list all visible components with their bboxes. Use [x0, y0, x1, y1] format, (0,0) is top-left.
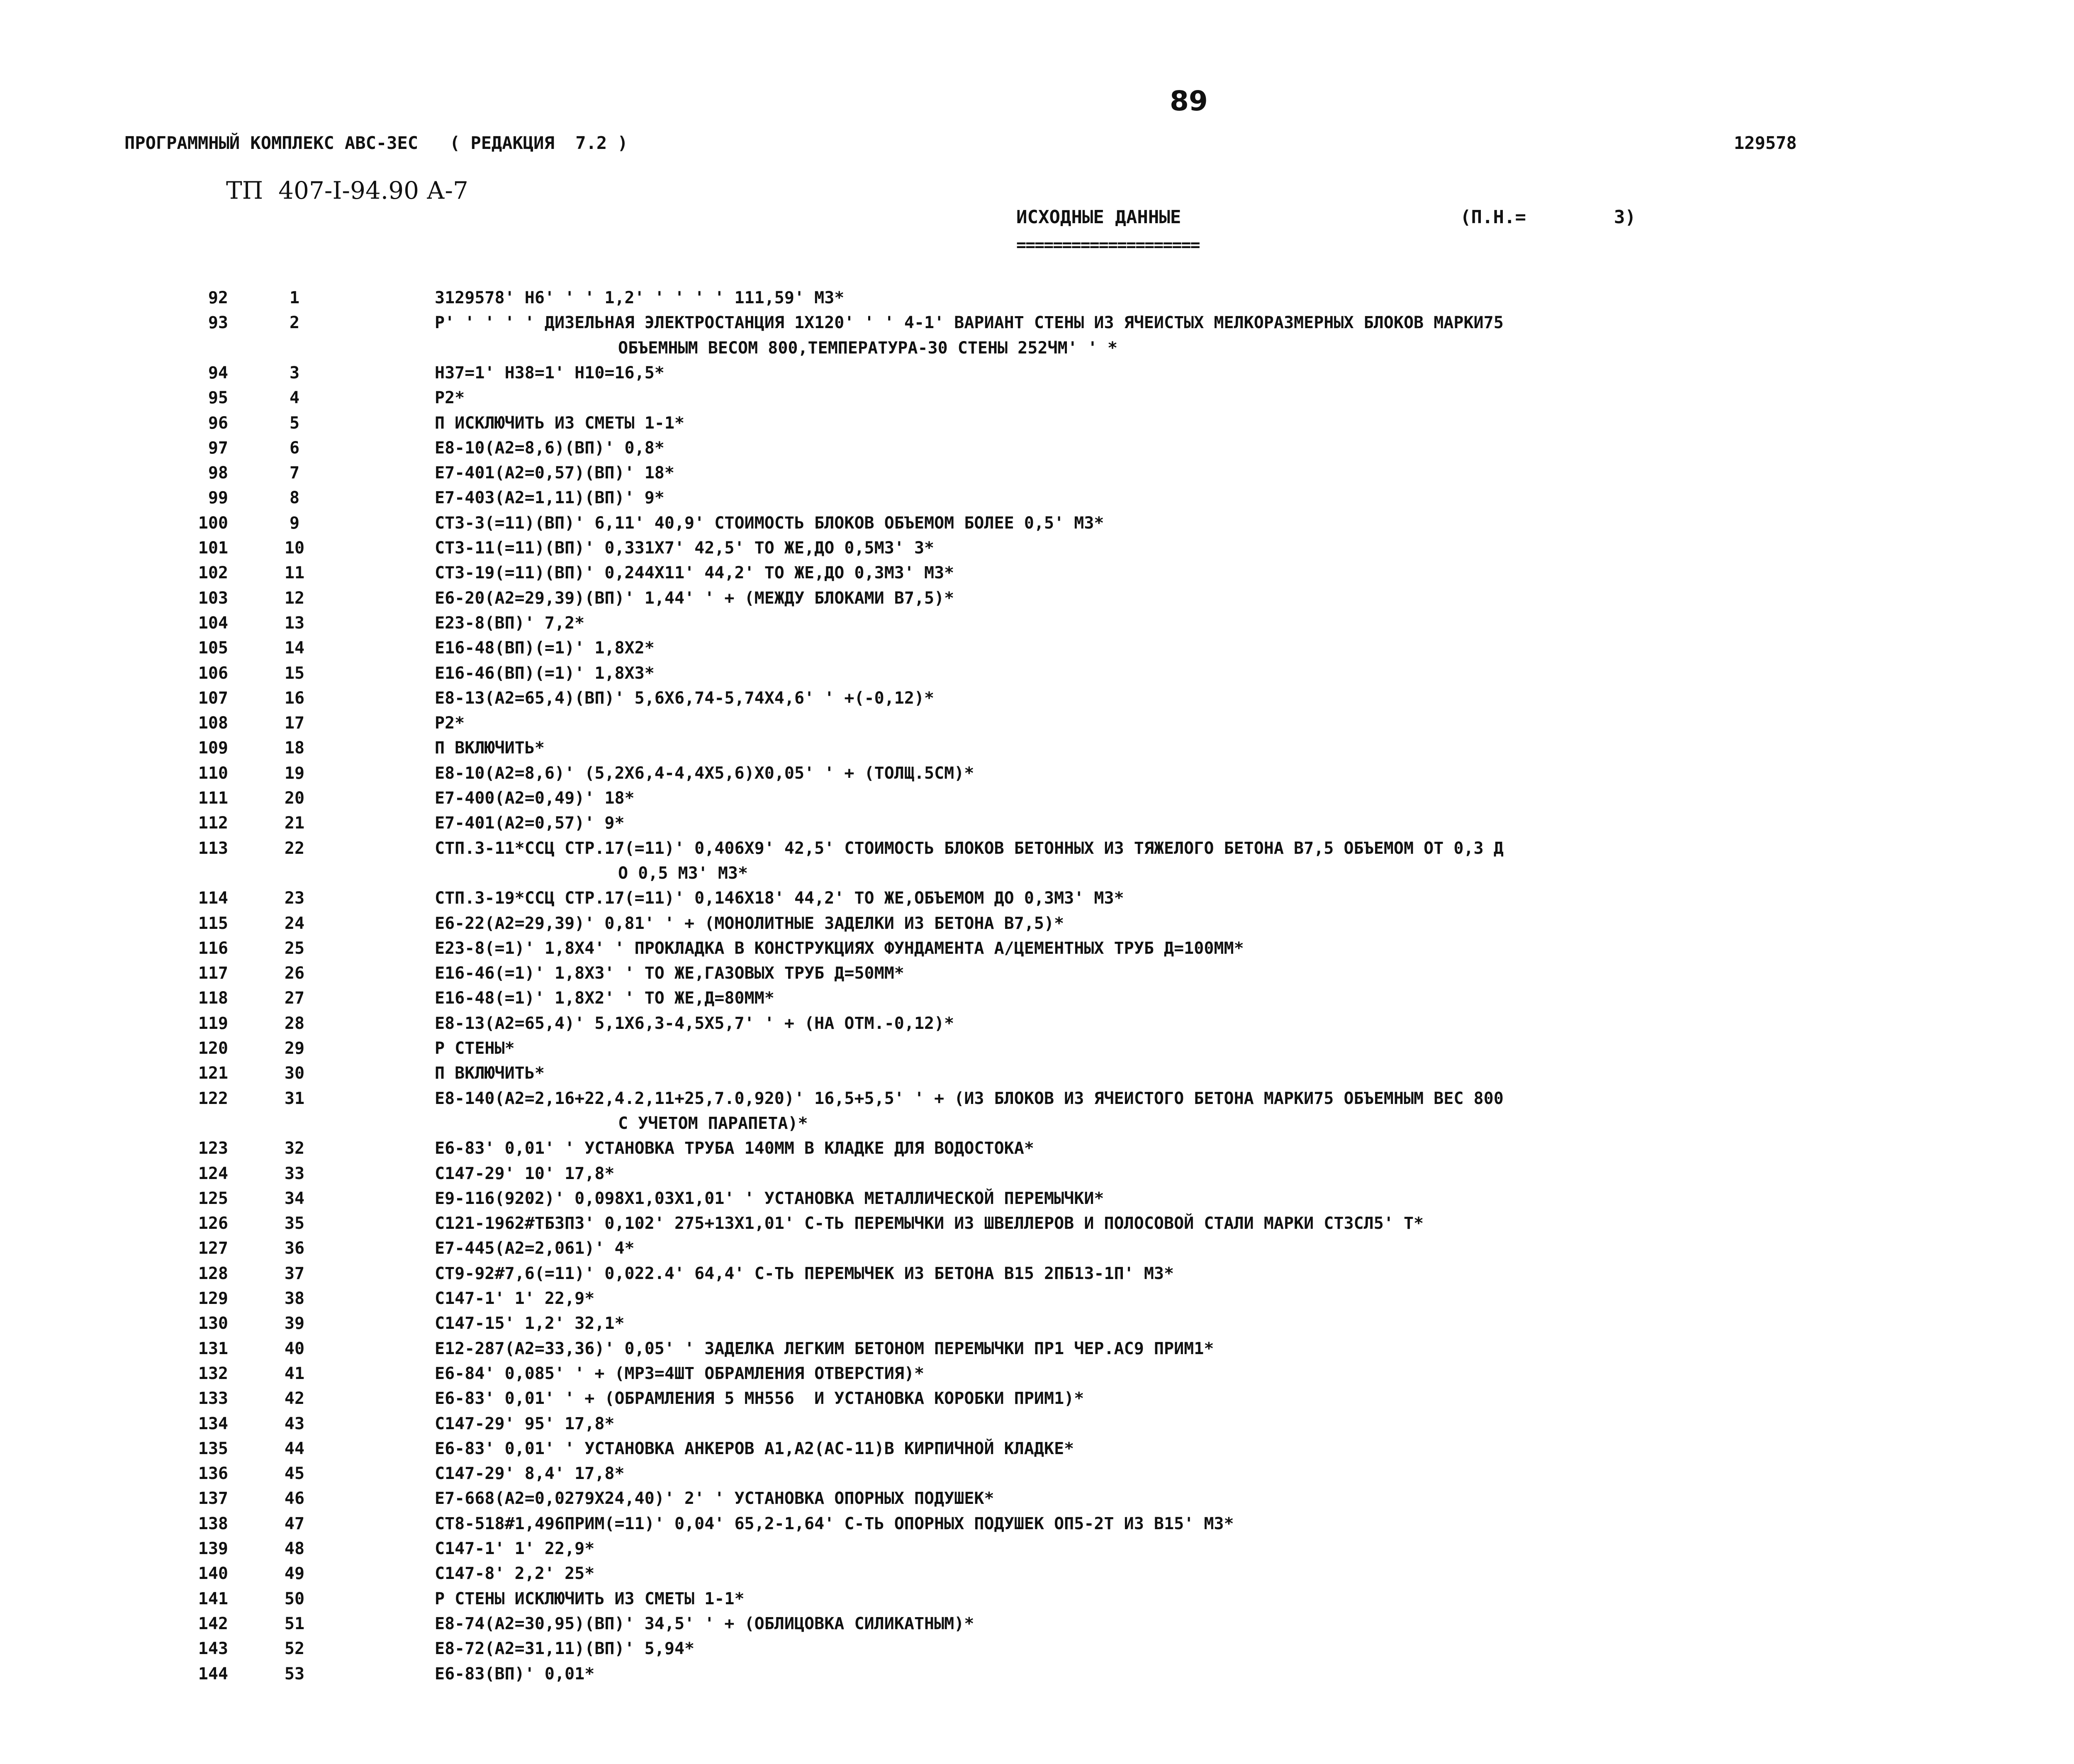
listing-line-number: 110 — [198, 763, 228, 783]
listing-line-number: 95 — [208, 388, 228, 408]
listing-statement-number: 29 — [284, 1039, 305, 1058]
listing-line-number: 137 — [198, 1489, 228, 1508]
listing-statement-text: Р2* — [435, 388, 465, 408]
listing-line-number: 111 — [198, 789, 228, 808]
listing-statement-text: Е6-83' 0,01' ' УСТАНОВКА ТРУБА 140ММ В КЛАДКЕ ДЛЯ ВОДОСТОКА* — [435, 1139, 1034, 1158]
listing-statement-text: Е7-403(А2=1,11)(ВП)' 9* — [435, 488, 665, 508]
listing-statement-number: 18 — [284, 738, 305, 758]
listing-statement-text: Е16-46(=1)' 1,8Х3' ' ТО ЖЕ,ГАЗОВЫХ ТРУБ Д=50ММ* — [435, 964, 904, 983]
listing-statement-number: 41 — [284, 1364, 305, 1383]
listing-line-number: 100 — [198, 513, 228, 533]
listing-statement-text: Е16-48(ВП)(=1)' 1,8Х2* — [435, 638, 655, 658]
listing-statement-text: Р2* — [435, 714, 465, 733]
listing-statement-text: СТ3-11(=11)(ВП)' 0,331Х7' 42,5' ТО ЖЕ,ДО 0,5М3' 3* — [435, 538, 935, 558]
listing-statement-number: 9 — [289, 513, 300, 533]
listing-statement-text: Е6-83' 0,01' ' УСТАНОВКА АНКЕРОВ А1,А2(АС-11)В КИРПИЧНОЙ КЛАДКЕ* — [435, 1439, 1074, 1458]
listing-statement-text: С147-1' 1' 22,9* — [435, 1539, 595, 1558]
listing-statement-number: 50 — [284, 1589, 305, 1608]
listing-line-number: 134 — [198, 1414, 228, 1433]
listing-statement-number: 16 — [284, 688, 305, 708]
listing-statement-number: 6 — [289, 438, 300, 458]
listing-line-number: 102 — [198, 563, 228, 583]
listing-statement-number: 47 — [284, 1514, 305, 1533]
listing-statement-number: 40 — [284, 1339, 305, 1358]
listing-statement-number: 12 — [284, 588, 305, 608]
listing-statement-number: 32 — [284, 1139, 305, 1158]
listing-statement-text: С147-29' 10' 17,8* — [435, 1164, 615, 1183]
listing-statement-text: Е23-8(=1)' 1,8Х4' ' ПРОКЛАДКА В КОНСТРУКЦИЯХ ФУНДАМЕНТА А/ЦЕМЕНТНЫХ ТРУБ Д=100ММ* — [435, 938, 1244, 958]
listing-line-number: 113 — [198, 838, 228, 858]
listing-statement-number: 2 — [289, 313, 300, 333]
listing-line-number: 122 — [198, 1089, 228, 1108]
listing-statement-number: 11 — [284, 563, 305, 583]
listing-statement-text: Р СТЕНЫ* — [435, 1039, 515, 1058]
listing-statement-text: Е8-13(А2=65,4)' 5,1Х6,3-4,5Х5,7' ' + (НА ОТМ.-0,12)* — [435, 1014, 954, 1033]
listing-line-number: 112 — [198, 814, 228, 833]
listing-statement-text: С147-29' 8,4' 17,8* — [435, 1464, 625, 1484]
listing-line-number: 92 — [208, 288, 228, 307]
listing-statement-number: 7 — [289, 463, 300, 483]
listing-statement-text: Р СТЕНЫ ИСКЛЮЧИТЬ ИЗ СМЕТЫ 1-1* — [435, 1589, 745, 1608]
listing-statement-text: Н37=1' Н38=1' Н10=16,5* — [435, 363, 665, 383]
listing-statement-text: Е8-10(А2=8,6)' (5,2Х6,4-4,4Х5,6)Х0,05' ' + (ТОЛЩ.5СМ)* — [435, 763, 974, 783]
listing-statement-text: П ВКЛЮЧИТЬ* — [435, 1064, 545, 1083]
listing-line-number: 123 — [198, 1139, 228, 1158]
listing-statement-continuation: ОБЪЕМНЫМ ВЕСОМ 800,ТЕМПЕРАТУРА-30 СТЕНЫ 252ЧМ' ' * — [618, 338, 1118, 358]
listing-statement-text: Е16-46(ВП)(=1)' 1,8Х3* — [435, 663, 655, 683]
listing-statement-number: 52 — [284, 1639, 305, 1659]
listing-statement-number: 24 — [284, 914, 305, 933]
listing-line-number: 109 — [198, 738, 228, 758]
listing-statement-number: 14 — [284, 638, 305, 658]
listing-statement-number: 20 — [284, 789, 305, 808]
listing-statement-number: 26 — [284, 964, 305, 983]
listing-line-number: 135 — [198, 1439, 228, 1458]
listing-statement-number: 37 — [284, 1264, 305, 1283]
listing-line-number: 133 — [198, 1389, 228, 1408]
section-title: ИСХОДНЫЕ ДАННЫЕ — [1016, 207, 1181, 228]
listing-line-number: 128 — [198, 1264, 228, 1283]
listing-statement-text: Е8-13(А2=65,4)(ВП)' 5,6Х6,74-5,74Х4,6' ' +(-0,12)* — [435, 688, 935, 708]
listing-statement-text: Е7-668(А2=0,0279Х24,40)' 2' ' УСТАНОВКА ОПОРНЫХ ПОДУШЕК* — [435, 1489, 994, 1508]
listing-statement-text: С121-1962#ТБ3П3' 0,102' 275+13Х1,01' С-ТЬ ПЕРЕМЫЧКИ ИЗ ШВЕЛЛЕРОВ И ПОЛОСОВОЙ СТАЛИ МАРКИ СТ3СЛ5' Т* — [435, 1214, 1424, 1233]
listing-line-number: 136 — [198, 1464, 228, 1484]
listing-statement-number: 49 — [284, 1564, 305, 1584]
listing-statement-text: С147-8' 2,2' 25* — [435, 1564, 595, 1584]
listing-line-number: 115 — [198, 914, 228, 933]
listing-statement-number: 38 — [284, 1289, 305, 1308]
listing-line-number: 140 — [198, 1564, 228, 1584]
listing-statement-text: С147-29' 95' 17,8* — [435, 1414, 615, 1433]
listing-statement-text: Е7-400(А2=0,49)' 18* — [435, 789, 635, 808]
listing-line-number: 132 — [198, 1364, 228, 1383]
listing-statement-text: С147-1' 1' 22,9* — [435, 1289, 595, 1308]
program-title: ПРОГРАММНЫЙ КОМПЛЕКС АВС-3ЕС ( РЕДАКЦИЯ 7.2 ) — [124, 133, 628, 153]
listing-statement-text: С147-15' 1,2' 32,1* — [435, 1314, 625, 1333]
section-title-underline: ==================== — [1016, 236, 1200, 255]
listing-statement-text: Е8-140(А2=2,16+22,4.2,11+25,7.0,920)' 16,5+5,5' ' + (ИЗ БЛОКОВ ИЗ ЯЧЕИСТОГО БЕТОНА МАРКИ75 ОБЪЕМНЫМ ВЕС 800 — [435, 1089, 1504, 1108]
listing-line-number: 130 — [198, 1314, 228, 1333]
listing-statement-text: П ИСКЛЮЧИТЬ ИЗ СМЕТЫ 1-1* — [435, 413, 685, 433]
listing-statement-number: 10 — [284, 538, 305, 558]
listing-line-number: 97 — [208, 438, 228, 458]
listing-line-number: 139 — [198, 1539, 228, 1558]
listing-line-number: 107 — [198, 688, 228, 708]
listing-statement-number: 36 — [284, 1239, 305, 1258]
listing-statement-number: 53 — [284, 1664, 305, 1684]
listing-statement-number: 48 — [284, 1539, 305, 1558]
listing-statement-text: СТП.3-19*ССЦ СТР.17(=11)' 0,146Х18' 44,2' ТО ЖЕ,ОБЪЕМОМ ДО 0,3М3' М3* — [435, 889, 1124, 908]
listing-statement-text: Е6-83' 0,01' ' + (ОБРАМЛЕНИЯ 5 МН556 И УСТАНОВКА КОРОБКИ ПРИМ1)* — [435, 1389, 1084, 1408]
listing-line-number: 104 — [198, 613, 228, 633]
listing-statement-number: 31 — [284, 1089, 305, 1108]
listing-statement-text: СТП.3-11*ССЦ СТР.17(=11)' 0,406Х9' 42,5' СТОИМОСТЬ БЛОКОВ БЕТОННЫХ ИЗ ТЯЖЕЛОГО БЕТОНА В7,5 ОБЪЕМОМ ОТ 0,3 Д — [435, 838, 1504, 858]
listing-line-number: 138 — [198, 1514, 228, 1533]
listing-statement-text: СТ3-19(=11)(ВП)' 0,244Х11' 44,2' ТО ЖЕ,ДО 0,3М3' М3* — [435, 563, 954, 583]
listing-statement-number: 43 — [284, 1414, 305, 1433]
listing-statement-number: 35 — [284, 1214, 305, 1233]
listing-statement-text: Е6-20(А2=29,39)(ВП)' 1,44' ' + (МЕЖДУ БЛОКАМИ В7,5)* — [435, 588, 954, 608]
listing-statement-number: 44 — [284, 1439, 305, 1458]
listing-line-number: 118 — [198, 989, 228, 1008]
page-number: 89 — [1170, 85, 1208, 117]
listing-statement-text: Е8-74(А2=30,95)(ВП)' 34,5' ' + (ОБЛИЦОВКА СИЛИКАТНЫМ)* — [435, 1614, 974, 1633]
listing-statement-number: 30 — [284, 1064, 305, 1083]
listing-line-number: 143 — [198, 1639, 228, 1659]
project-code: ТП 407-I-94.90 А-7 — [226, 176, 468, 205]
listing-line-number: 144 — [198, 1664, 228, 1684]
listing-statement-number: 46 — [284, 1489, 305, 1508]
listing-statement-text: Е6-83(ВП)' 0,01* — [435, 1664, 595, 1684]
listing-line-number: 124 — [198, 1164, 228, 1183]
listing-line-number: 141 — [198, 1589, 228, 1608]
listing-statement-number: 17 — [284, 714, 305, 733]
listing-statement-text: Е8-10(А2=8,6)(ВП)' 0,8* — [435, 438, 665, 458]
listing-statement-number: 42 — [284, 1389, 305, 1408]
listing-statement-text: Е7-401(А2=0,57)(ВП)' 18* — [435, 463, 674, 483]
listing-line-number: 103 — [198, 588, 228, 608]
listing-statement-text: П ВКЛЮЧИТЬ* — [435, 738, 545, 758]
listing-statement-number: 21 — [284, 814, 305, 833]
section-page-reference: (П.Н.= 3) — [1460, 207, 1636, 228]
listing-statement-text: СТ8-518#1,496ПРИМ(=11)' 0,04' 65,2-1,64' С-ТЬ ОПОРНЫХ ПОДУШЕК ОП5-2Т ИЗ В15' М3* — [435, 1514, 1234, 1533]
listing-statement-number: 34 — [284, 1189, 305, 1208]
listing-line-number: 105 — [198, 638, 228, 658]
listing-line-number: 98 — [208, 463, 228, 483]
listing-line-number: 93 — [208, 313, 228, 333]
listing-statement-text: Е8-72(А2=31,11)(ВП)' 5,94* — [435, 1639, 695, 1659]
listing-statement-continuation: О 0,5 М3' М3* — [618, 863, 748, 883]
listing-line-number: 108 — [198, 714, 228, 733]
listing-statement-text: СТ3-3(=11)(ВП)' 6,11' 40,9' СТОИМОСТЬ БЛОКОВ ОБЪЕМОМ БОЛЕЕ 0,5' М3* — [435, 513, 1104, 533]
listing-line-number: 114 — [198, 889, 228, 908]
listing-line-number: 101 — [198, 538, 228, 558]
listing-statement-number: 23 — [284, 889, 305, 908]
listing-statement-number: 1 — [289, 288, 300, 307]
listing-line-number: 106 — [198, 663, 228, 683]
listing-line-number: 126 — [198, 1214, 228, 1233]
listing-line-number: 127 — [198, 1239, 228, 1258]
listing-statement-number: 4 — [289, 388, 300, 408]
document-number: 129578 — [1734, 133, 1797, 153]
listing-line-number: 121 — [198, 1064, 228, 1083]
listing-statement-number: 33 — [284, 1164, 305, 1183]
listing-line-number: 94 — [208, 363, 228, 383]
listing-statement-number: 8 — [289, 488, 300, 508]
listing-line-number: 120 — [198, 1039, 228, 1058]
listing-statement-text: 3129578' Н6' ' ' 1,2' ' ' ' ' 111,59' М3* — [435, 288, 845, 307]
listing-statement-text: Р' ' ' ' ' ДИЗЕЛЬНАЯ ЭЛЕКТРОСТАНЦИЯ 1Х120' ' ' 4-1' ВАРИАНТ СТЕНЫ ИЗ ЯЧЕИСТЫХ МЕЛКОРАЗМЕРНЫХ БЛОКОВ МАРКИ75 — [435, 313, 1504, 333]
listing-line-number: 125 — [198, 1189, 228, 1208]
listing-statement-number: 13 — [284, 613, 305, 633]
listing-line-number: 96 — [208, 413, 228, 433]
listing-line-number: 99 — [208, 488, 228, 508]
listing-statement-number: 45 — [284, 1464, 305, 1484]
listing-statement-number: 25 — [284, 938, 305, 958]
listing-statement-number: 22 — [284, 838, 305, 858]
listing-line-number: 142 — [198, 1614, 228, 1633]
listing-statement-text: Е23-8(ВП)' 7,2* — [435, 613, 585, 633]
listing-line-number: 119 — [198, 1014, 228, 1033]
listing-statement-text: Е6-84' 0,085' ' + (МР3=4ШТ ОБРАМЛЕНИЯ ОТВЕРСТИЯ)* — [435, 1364, 925, 1383]
listing-line-number: 116 — [198, 938, 228, 958]
listing-statement-text: Е7-401(А2=0,57)' 9* — [435, 814, 625, 833]
listing-statement-number: 51 — [284, 1614, 305, 1633]
listing-statement-continuation: С УЧЕТОМ ПАРАПЕТА)* — [618, 1113, 808, 1133]
listing-statement-number: 27 — [284, 989, 305, 1008]
listing-statement-number: 15 — [284, 663, 305, 683]
listing-line-number: 131 — [198, 1339, 228, 1358]
listing-statement-text: Е9-116(9202)' 0,098Х1,03Х1,01' ' УСТАНОВКА МЕТАЛЛИЧЕСКОЙ ПЕРЕМЫЧКИ* — [435, 1189, 1104, 1208]
listing-statement-number: 3 — [289, 363, 300, 383]
listing-line-number: 129 — [198, 1289, 228, 1308]
listing-statement-text: Е7-445(А2=2,061)' 4* — [435, 1239, 635, 1258]
listing-line-number: 117 — [198, 964, 228, 983]
listing-statement-text: СТ9-92#7,6(=11)' 0,022.4' 64,4' С-ТЬ ПЕРЕМЫЧЕК ИЗ БЕТОНА В15 2ПБ13-1П' М3* — [435, 1264, 1174, 1283]
listing-statement-text: Е6-22(А2=29,39)' 0,81' ' + (МОНОЛИТНЫЕ ЗАДЕЛКИ ИЗ БЕТОНА В7,5)* — [435, 914, 1064, 933]
listing-statement-number: 28 — [284, 1014, 305, 1033]
listing-statement-number: 39 — [284, 1314, 305, 1333]
listing-statement-text: Е16-48(=1)' 1,8Х2' ' ТО ЖЕ,Д=80ММ* — [435, 989, 774, 1008]
listing-statement-number: 19 — [284, 763, 305, 783]
listing-statement-text: Е12-287(А2=33,36)' 0,05' ' ЗАДЕЛКА ЛЕГКИМ БЕТОНОМ ПЕРЕМЫЧКИ ПР1 ЧЕР.АС9 ПРИМ1* — [435, 1339, 1214, 1358]
listing-statement-number: 5 — [289, 413, 300, 433]
